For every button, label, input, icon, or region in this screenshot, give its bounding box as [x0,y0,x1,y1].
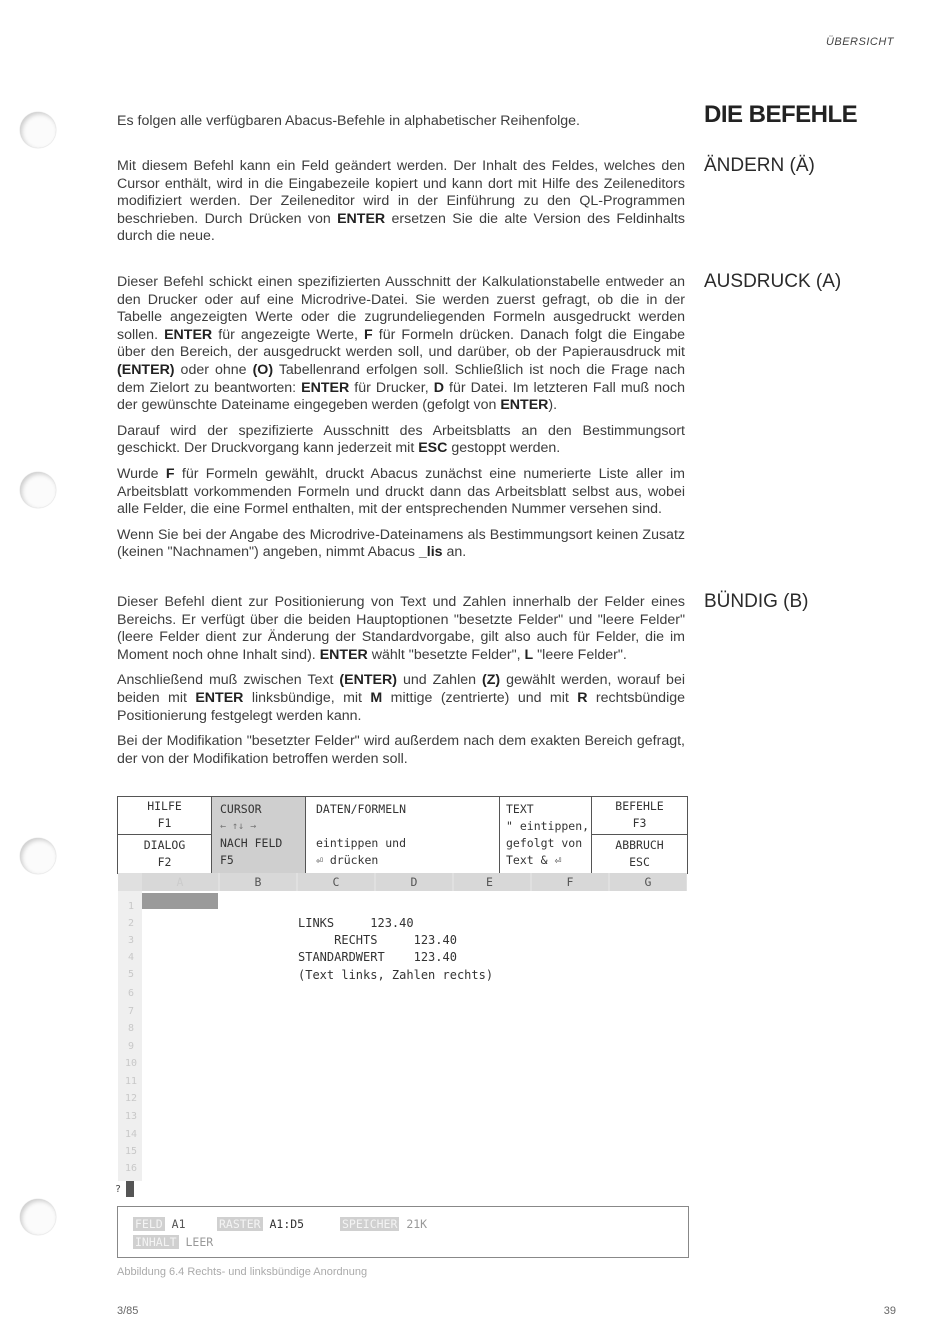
status-speicher: SPEICHER 21K [342,1217,428,1231]
menu-daten-formeln: DATEN/FORMELN eintippen und ⏎ drücken [316,802,407,867]
figure-caption: Abbildung 6.4 Rechts- und linksbündige Anordnung [117,1266,368,1278]
punch-hole [20,1199,56,1235]
column-header: F [532,873,608,891]
page-number: 39 [883,1305,896,1317]
arrow-keys-icon: ← ↑↓ → [220,821,257,832]
menu-text: TEXT " eintippen, gefolgt von Text & ⏎ [506,802,590,867]
column-header: C [298,873,374,891]
menu-befehle: BEFEHLE F3 [615,799,664,830]
row-number: 16 [124,1163,138,1174]
row-number: 12 [124,1093,138,1104]
row-number: 1 [127,901,135,912]
row-number: 4 [127,952,135,963]
input-cursor [126,1181,134,1197]
row-number: 13 [124,1111,138,1122]
row-number: 6 [127,988,135,999]
status-inhalt: INHALT LEER [135,1235,214,1249]
paragraph: Wurde F für Formeln gewählt, druckt Abacus zunächst eine numerierte Liste aller im Arbeitsblatt vorkommenden Formeln und druckt dann das Arbeitsblatt selbst aus, wobei alle Felder, die eine Formel enthalten, mit der entsprechenden Nummer versehen sind. [117,465,685,518]
menu-cursor: CURSOR ← ↑↓ → NACH FELD F5 [212,797,305,873]
cell-text: LINKS 123.40 [298,916,414,930]
menu-panel [117,796,688,874]
status-raster: RASTER A1:D5 [219,1217,305,1231]
row-number: 11 [124,1076,138,1087]
row-number: 9 [127,1041,135,1052]
punch-hole [20,838,56,874]
command-body-aendern [117,158,685,254]
paragraph: Dieser Befehl dient zur Positionierung von Text und Zahlen innerhalb der Felder eines Bereichs. Er verfügt über die beiden Hauptoptionen "besetzte Felder" und "leere Felder" (leere Felder dient zur Änderung der Standardvorgabe, gilt also auch für Felder, die im Moment noch ohne Inhalt sind). ENTER wählt "besetzte Felder", L "leere Felder". [117,594,685,663]
row-number: 10 [124,1058,138,1069]
row-number: 2 [127,918,135,929]
menu-dialog: DIALOG F2 [143,838,186,869]
menu-abbruch: ABBRUCH ESC [615,838,664,869]
row-number: 7 [127,1006,135,1017]
command-heading-buendig: BÜNDIG (B) [704,591,809,612]
footer-left: 3/85 [117,1305,139,1317]
column-header: A [142,873,218,891]
intro-text: Es folgen alle verfügbaren Abacus-Befehle in alphabetischer Reihenfolge. [117,113,580,129]
paragraph: Wenn Sie bei der Angabe des Microdrive-Dateinamens als Bestimmungsort keinen Zusatz (keinen "Nachnamen") angeben, nimmt Abacus _lis an. [117,526,685,561]
punch-hole [20,112,56,148]
paragraph: Anschließend muß zwischen Text (ENTER) und Zahlen (Z) gewählt werden, worauf bei beiden mit ENTER linksbündige, mit M mittige (zentrierte) und mit R rechtsbündige Positionierung festgelegt werden kann. [117,672,686,724]
row-number: 15 [124,1146,138,1157]
paragraph: Darauf wird der spezifizierte Ausschnitt des Arbeitsblatts an den Bestimmungsort geschickt. Der Druckvorgang kann jederzeit mit ESC gestoppt werden. [117,422,685,457]
menu-hilfe: HILFE F1 [147,799,182,830]
row-number: 5 [127,969,135,980]
column-header: G [610,873,686,891]
command-heading-aendern: ÄNDERN (Ä) [704,155,815,176]
cell-text: STANDARDWERT 123.40 [298,950,457,964]
row-number: 3 [127,935,135,946]
cell-cursor [142,893,218,909]
column-header: D [376,873,452,891]
screen-figure [117,796,688,874]
column-header: E [454,873,530,891]
section-title: DIE BEFEHLE [704,101,858,128]
command-heading-ausdruck: AUSDRUCK (A) [704,271,842,292]
command-body-ausdruck [117,274,685,570]
status-panel [117,1206,689,1258]
row-number: ? [114,1184,122,1195]
cell-text: RECHTS 123.40 [298,933,457,947]
paragraph: Bei der Modifikation "besetzter Felder" wird außerdem nach dem exakten Bereich gefragt, der von der Modifikation betroffen werden soll. [117,733,685,767]
status-feld: FELD A1 [135,1217,186,1231]
command-body-buendig [117,594,685,776]
column-header: B [220,873,296,891]
punch-hole [20,472,56,508]
paragraph: Mit diesem Befehl kann ein Feld geändert werden. Der Inhalt des Feldes, welches den Cursor enthält, wird in die Eingabezeile kopiert und kann dort mit Hilfe des Zeileneditors modifiziert werden. Der Zeileneditor wird in der Einführung zu den QL-Programmen beschrieben. Durch Drücken von ENTER ersetzen Sie die alte Version des Feldinhalts durch die neue. [117,158,685,245]
row-number: 8 [127,1023,135,1034]
paragraph: Dieser Befehl schickt einen spezifizierten Ausschnitt der Kalkulationstabelle entweder an den Drucker oder auf eine Microdrive-Datei. Sie werden zuerst gefragt, ob die in der Tabelle angezeigten Werte oder die zugrundeliegenden Formeln ausgedruckt werden sollen. ENTER für angezeigte Werte, F für Formeln drücken. Danach folgt die Eingabe über den Bereich, der ausgedruckt werden soll, und darüber, ob der Papierausdruck mit (ENTER) oder ohne (O) Tabellenrand erfolgen soll. Schließlich ist noch die Frage nach dem Zielort zu beantworten: ENTER für Drucker, D für Datei. Im letzteren Fall muß noch der gewünschte Dateiname eingegeben werden (gefolgt von ENTER). [117,274,685,414]
running-header: ÜBERSICHT [825,36,894,48]
row-number: 14 [124,1129,138,1140]
cell-text: (Text links, Zahlen rechts) [298,968,494,982]
